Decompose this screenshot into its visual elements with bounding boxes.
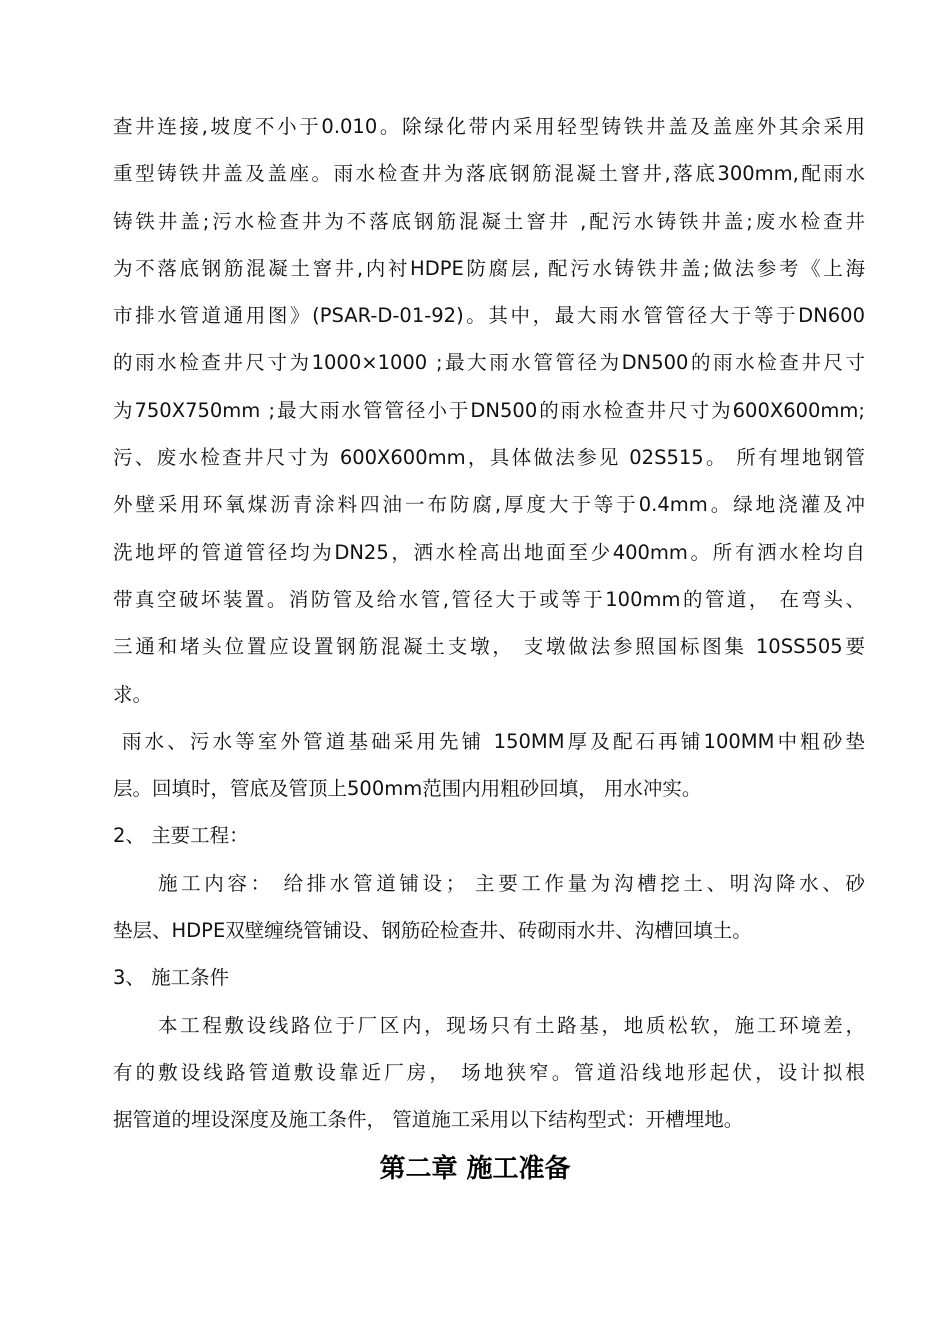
text-line: 外壁采用环氧煤沥青涂料四油一布防腐,厚度大于等于0.4mm。绿地浇灌及冲 (113, 493, 865, 517)
text-line: 的雨水检查井尺寸为1000×1000 ;最大雨水管管径为DN500的雨水检查井尺寸 (113, 351, 865, 375)
text-line: 污、废水检查井尺寸为 600X600mm，具体做法参见 02S515。 所有埋地钢管 (113, 446, 865, 470)
text-line: 有的敷设线路管道敷设靠近厂房， 场地狭窄。管道沿线地形起伏，设计拟根 (113, 1060, 865, 1084)
text-line: 雨水、污水等室外管道基础采用先铺 150MM厚及配石再铺100MM中粗砂垫 (122, 729, 865, 753)
text-line: 重型铸铁井盖及盖座。雨水检查井为落底钢筋混凝土窨井,落底300mm,配雨水 (113, 162, 865, 186)
text-line: 本工程敷设线路位于厂区内，现场只有土路基，地质松软，施工环境差， (158, 1013, 865, 1037)
text-line: 带真空破坏装置。消防管及给水管,管径大于或等于100mm的管道， 在弯头、 (113, 587, 865, 611)
text-line: 据管道的埋设深度及施工条件， 管道施工采用以下结构型式：开槽埋地。 (113, 1108, 744, 1132)
text-line: 查井连接,坡度不小于0.010。除绿化带内采用轻型铸铁井盖及盖座外其余采用 (113, 115, 865, 138)
chapter-heading: 第二章 施工准备 (379, 1154, 571, 1184)
text-line: 层。回填时，管底及管顶上500mm范围内用粗砂回填， 用水冲实。 (113, 777, 702, 801)
text-line: 市排水管道通用图》(PSAR-D-01-92)。其中，最大雨水管管径大于等于DN600 (113, 304, 865, 328)
body-text (113, 103, 865, 1144)
text-line: 求。 (113, 682, 153, 706)
text-line: 垫层、HDPE双壁缠绕管铺设、钢筋砼检查井、砖砌雨水井、沟槽回填土。 (113, 919, 752, 943)
text-line: 为不落底钢筋混凝土窨井,内衬HDPE防腐层, 配污水铸铁井盖;做法参考《上海 (113, 256, 865, 280)
text-line: 铸铁井盖;污水检查井为不落底钢筋混凝土窨井 ,配污水铸铁井盖;废水检查井 (113, 209, 865, 233)
section-heading-3: 3、 施工条件 (113, 966, 230, 990)
text-line: 为750X750mm ;最大雨水管管径小于DN500的雨水检查井尺寸为600X600mm; (113, 398, 865, 422)
text-line: 施工内容： 给排水管道铺设； 主要工作量为沟槽挖土、明沟降水、砂 (158, 871, 865, 895)
section-heading-2: 2、 主要工程： (113, 824, 249, 848)
text-line: 洗地坪的管道管径均为DN25，洒水栓高出地面至少400mm。所有洒水栓均自 (113, 540, 865, 564)
text-line: 三通和堵头位置应设置钢筋混凝土支墩， 支墩做法参照国标图集 10SS505要 (113, 635, 865, 659)
